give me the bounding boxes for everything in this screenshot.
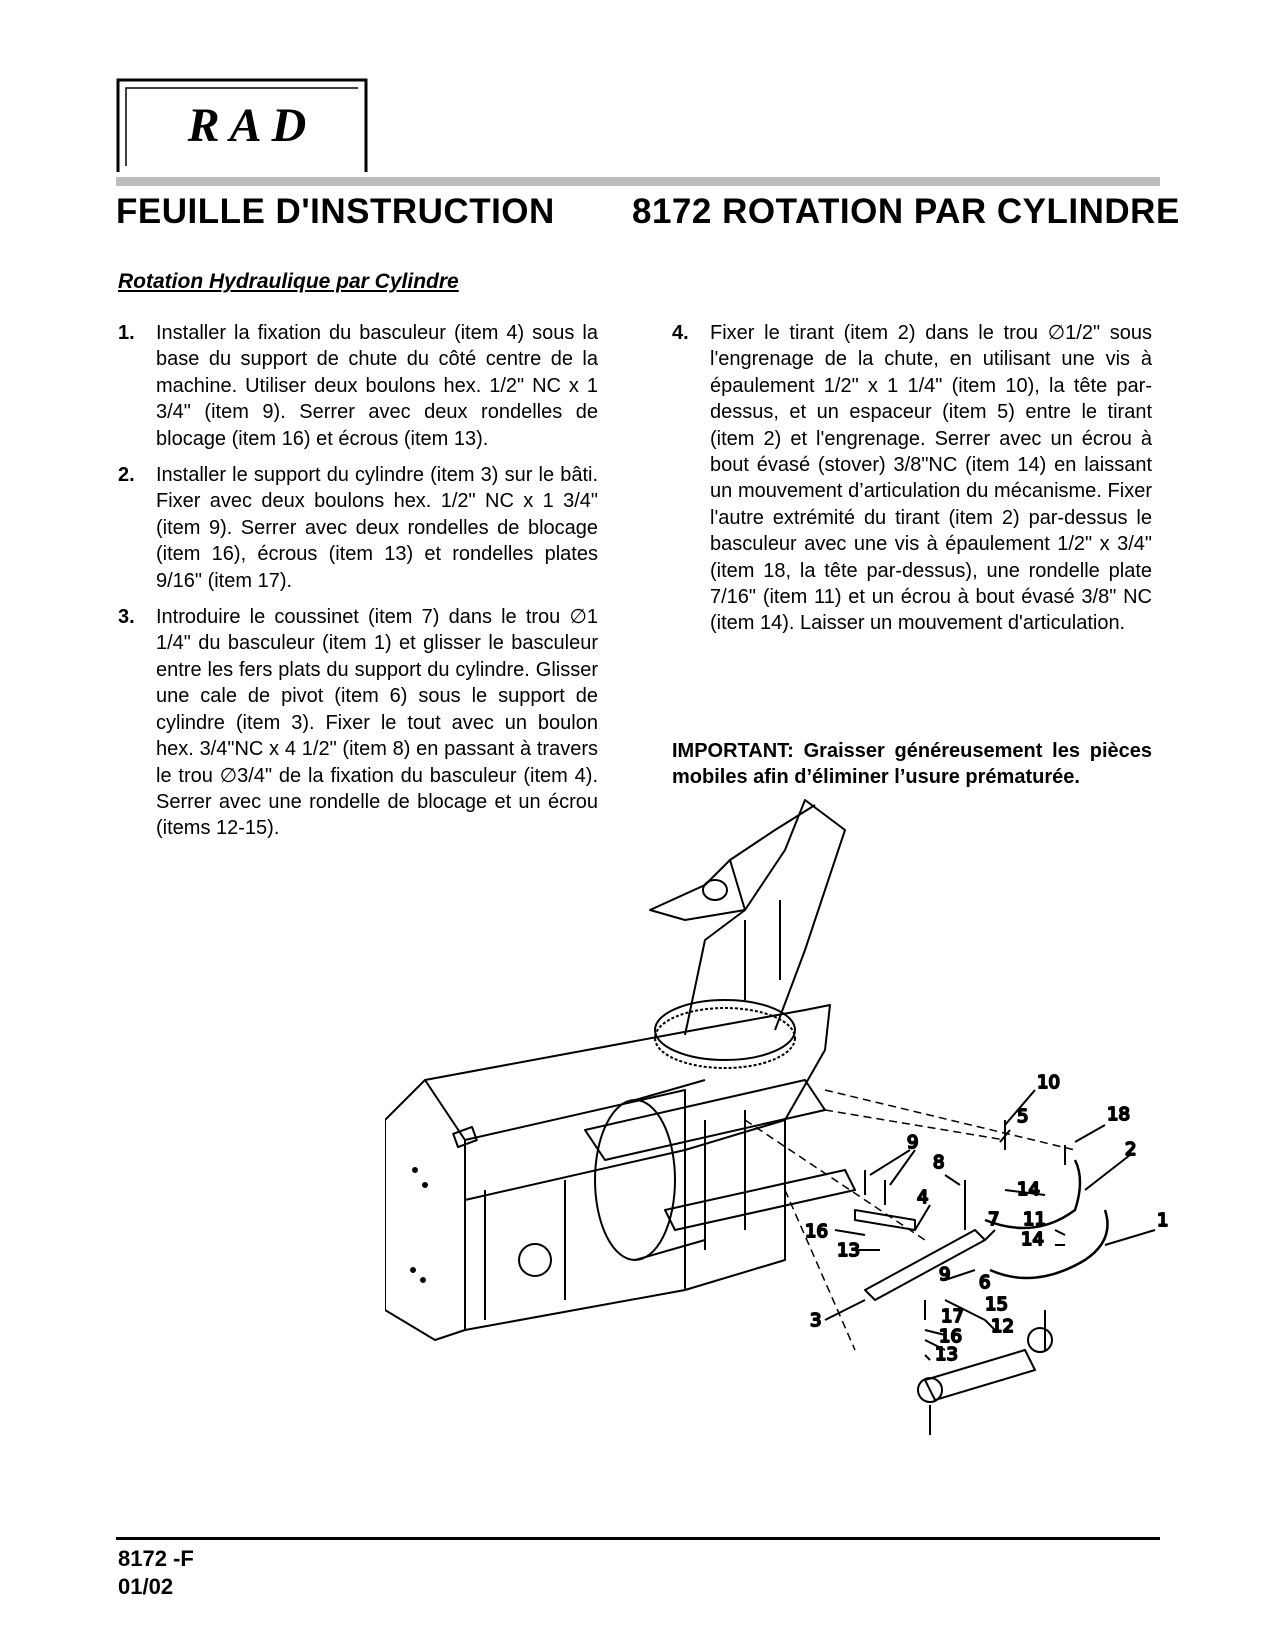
callout-11: 11 — [1023, 1209, 1046, 1230]
footer-rule — [116, 1537, 1160, 1540]
step-text: Installer la fixation du basculeur (item 4) sous la base du support de chute du côté centre de la machine. Utiliser deux boulons hex. 1/2" NC x 1 3/4" (item 9). Serrer avec deux rondelles de blocage (item 16) et écrous (item 13). — [156, 322, 598, 450]
callout-3: 3 — [810, 1310, 822, 1331]
callout-16: 16 — [939, 1326, 962, 1347]
logo-text: RAD — [187, 99, 317, 152]
callout-4: 4 — [917, 1187, 929, 1208]
callout-9: 9 — [907, 1132, 919, 1153]
callout-10: 10 — [1037, 1072, 1060, 1093]
product-title: 8172 ROTATION PAR CYLINDRE — [632, 192, 1180, 231]
callout-14: 14 — [1017, 1179, 1040, 1200]
callout-17: 17 — [941, 1306, 964, 1327]
instructions-right-column — [672, 320, 1152, 647]
callout-12: 12 — [991, 1316, 1014, 1337]
step-text: Fixer le tirant (item 2) dans le trou ∅1/2" sous l'engrenage de la chute, en utilisant une vis à épaulement 1/2" x 1 1/4" (item 10), la tête par-dessus, et un espaceur (item 5) entre le tirant (item 2) et l'engrenage. Serrer avec un écrou à bout évasé (stover) 3/8"NC (item 14) en laissant un mouvement d’articulation du mécanisme. Fixer l'autre extrémité du tirant (item 2) par-dessus le basculeur avec une vis à épaulement 1/2" x 3/4" (item 18, la tête par-dessus), une rondelle plate 7/16" (item 11) et un écrou à bout évasé 3/8" NC (item 14). Laisser un mouvement d'articulation. — [710, 322, 1152, 635]
callout-7: 7 — [988, 1209, 1000, 1230]
callout-5: 5 — [1017, 1106, 1029, 1127]
footer — [118, 1545, 194, 1601]
step-number: 1. — [118, 322, 135, 344]
step-1 — [118, 320, 598, 452]
step-number: 2. — [118, 464, 135, 487]
step-number: 3. — [118, 606, 135, 629]
step-text: Installer le support du cylindre (item 3) sur le bâti. Fixer avec deux boulons hex. 1/2" NC x 1 3/4" (item 9). Serrer avec deux rondelles de blocage (item 16), écrous (item 13) et rondelles plates 9/16" (item 17). — [156, 464, 598, 592]
step-number: 4. — [672, 322, 689, 344]
callout-9: 9 — [939, 1264, 951, 1285]
callout-2: 2 — [1125, 1139, 1137, 1160]
document-date: 01/02 — [118, 1574, 174, 1599]
callout-16: 16 — [805, 1221, 828, 1242]
callout-15: 15 — [985, 1294, 1008, 1315]
section-heading: Rotation Hydraulique par Cylindre — [118, 270, 459, 293]
callout-6: 6 — [979, 1272, 991, 1293]
step-text: Introduire le coussinet (item 7) dans le trou ∅1 1/4" du basculeur (item 1) et glisser le basculeur entre les fers plats du support du cylindre. Glisser une cale de pivot (item 6) sous le support de cylindre (item 3). Fixer le tout avec un boulon hex. 3/4"NC x 4 1/2" (item 8) en passant à travers le trou ∅3/4" de la fixation du basculeur (item 4). Serrer avec une rondelle de blocage et un écrou (items 12-15). — [156, 606, 598, 840]
step-4 — [672, 320, 1152, 637]
instructions-left-column — [118, 320, 598, 852]
callout-1: 1 — [1157, 1210, 1169, 1231]
header-rule — [116, 177, 1160, 186]
callout-13: 13 — [837, 1240, 860, 1261]
assembly-diagram — [385, 790, 1225, 1520]
step-2 — [118, 462, 598, 594]
callout-18: 18 — [1107, 1104, 1130, 1125]
callout-14: 14 — [1021, 1229, 1044, 1250]
document-number: 8172 -F — [118, 1546, 194, 1571]
document-title: FEUILLE D'INSTRUCTION — [116, 192, 555, 231]
callout-13: 13 — [935, 1344, 958, 1365]
important-note: IMPORTANT: Graisser généreusement les pièces mobiles afin d’éliminer l’usure prématurée. — [672, 740, 1152, 789]
callout-8: 8 — [933, 1152, 945, 1173]
